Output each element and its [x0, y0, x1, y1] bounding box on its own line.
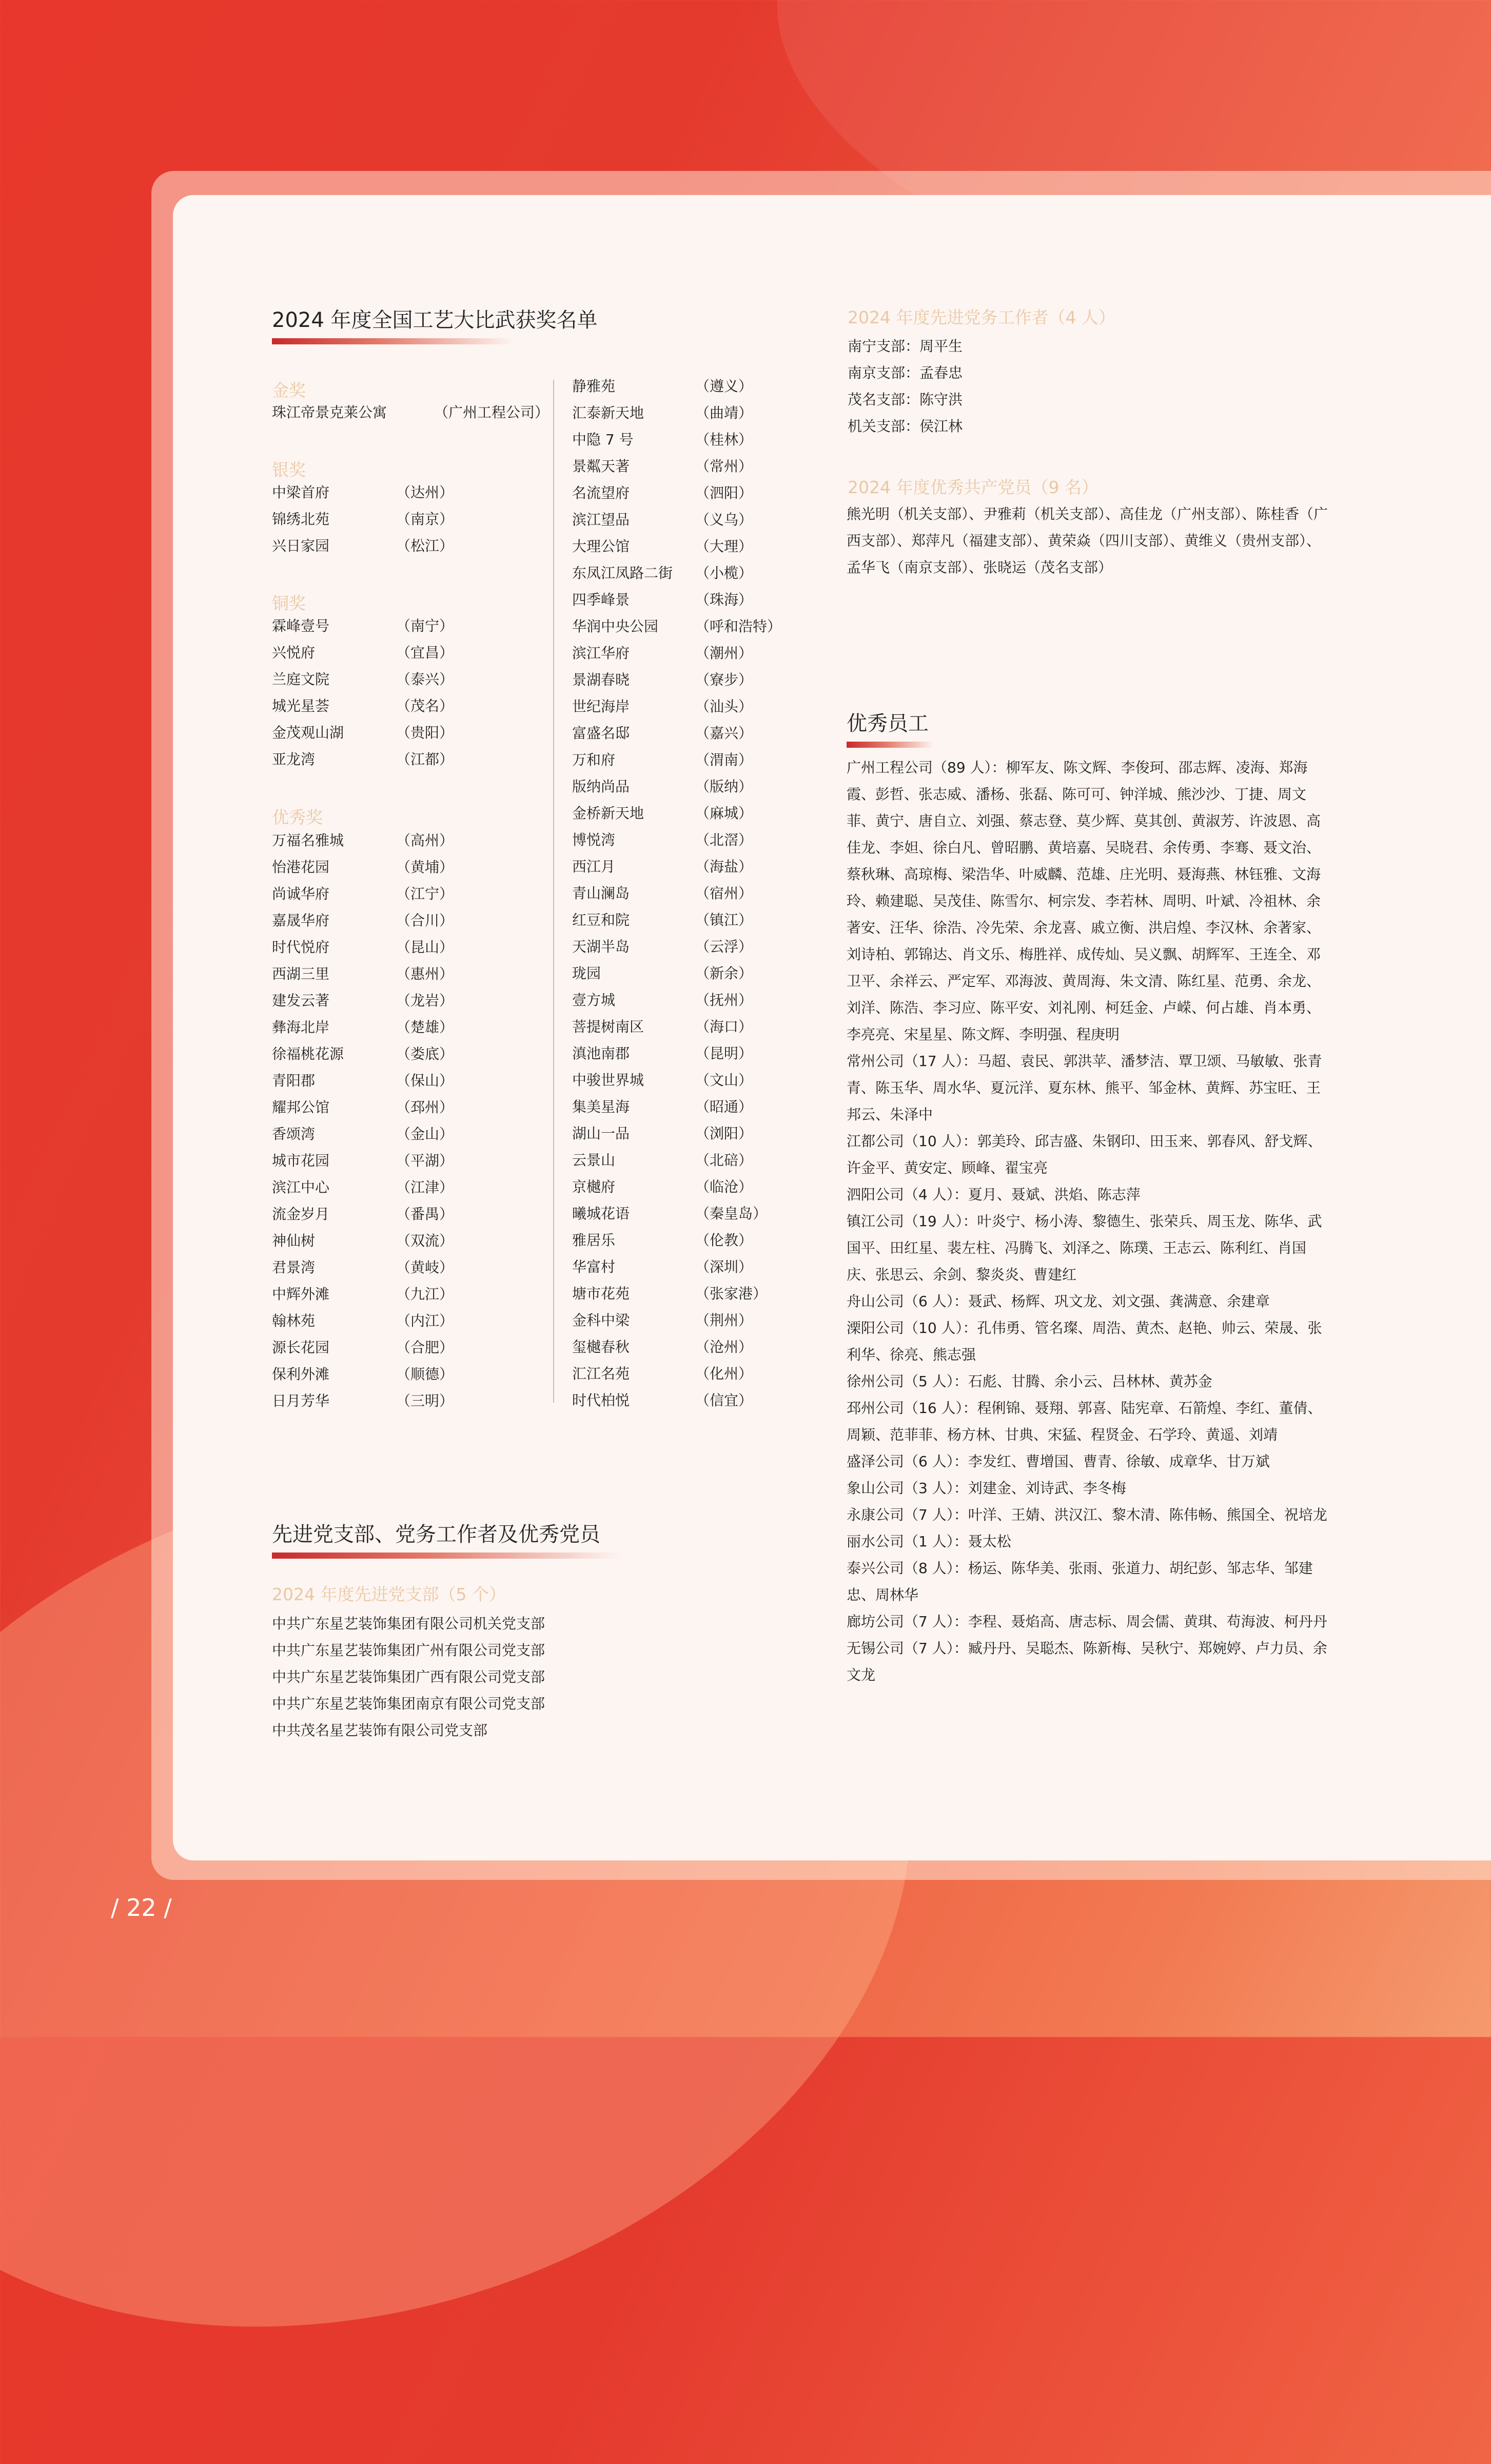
award-city: （番禺）	[396, 1206, 454, 1223]
award-city: （北碚）	[695, 1152, 753, 1169]
award-name: 富盛名邸	[572, 725, 630, 742]
page-number: / 22 /	[111, 1894, 172, 1922]
award-city: （寮步）	[695, 671, 753, 688]
award-city: （北滘）	[695, 831, 753, 848]
employee-company-entry: 廊坊公司（7 人）：李程、聂焰高、唐志标、周会儒、黄琪、苟海波、柯丹丹	[847, 1613, 1327, 1630]
award-name: 云景山	[572, 1152, 616, 1169]
award-name: 东凤江凤路二街	[572, 565, 673, 581]
employee-company-entry: 舟山公司（6 人）：聂武、杨辉、巩文龙、刘文强、龚满意、余建章	[847, 1293, 1270, 1310]
award-city: （秦皇岛）	[695, 1205, 768, 1222]
award-name: 日月芳华	[272, 1392, 330, 1409]
employee-company-entry: 徐州公司（5 人）：石彪、甘腾、余小云、吕林林、黄苏金	[847, 1373, 1212, 1390]
award-name: 玺樾春秋	[572, 1338, 630, 1355]
employee-company-entry: 广州工程公司（89 人）：柳军友、陈文辉、李俊珂、邵志辉、凌海、郑海霞、彭哲、张志威、潘杨、张磊、陈可可、钟洋城、熊沙沙、丁捷、周文菲、黄宁、唐自立、刘强、蔡志登、莫少辉、莫其创、黄淑芳、许波恩、高佳龙、李妲、徐白凡、曾昭鹏、黄培嘉、吴晓君、余传勇、李骞、聂文治、蔡秋琳、高琼梅、梁浩华、叶威麟、范雄、庄光明、聂海燕、林钰雅、文海玲、赖建聪、吴茂佳、陈雪尔、柯宗发、李若林、周明、叶斌、冷祖林、余著安、汪华、徐浩、冷先荣、余龙喜、戚立衡、洪启煌、李汉林、余著家、刘诗柏、郭锦达、肖文乐、梅胜祥、成传灿、吴义飘、胡辉军、王连全、邓卫平、余祥云、严定军、邓海波、黄周海、朱文清、陈红星、范勇、余龙、刘洋、陈浩、李习应、陈平安、刘礼刚、柯廷金、卢嵘、何占雄、肖本勇、李亮亮、宋星星、陈文辉、李明强、程庚明	[847, 759, 1321, 1043]
party-branch-item: 中共茂名星艺装饰有限公司党支部	[272, 1722, 488, 1739]
excellent-label: 优秀奖	[272, 807, 323, 827]
award-city: （南京）	[396, 511, 454, 528]
award-city: （大理）	[695, 538, 753, 555]
award-city: （宜昌）	[396, 644, 454, 661]
award-city: （珠海）	[695, 591, 753, 608]
employee-company-entry: 江都公司（10 人）：郭美玲、邱吉盛、朱钢印、田玉来、郭春风、舒戈辉、许金平、黄安定、顾峰、翟宝亮	[847, 1133, 1322, 1176]
award-name: 滨江中心	[272, 1179, 330, 1196]
award-city: （嘉兴）	[695, 725, 753, 742]
employee-company-entry: 永康公司（7 人）：叶洋、王婧、洪汉江、黎木清、陈伟畅、熊国全、祝培龙	[847, 1506, 1327, 1523]
award-city: （江津）	[396, 1179, 454, 1196]
award-name: 万和府	[572, 751, 616, 768]
award-city: （沧州）	[695, 1338, 753, 1355]
award-city: （信宜）	[695, 1392, 753, 1409]
party-members-text: 熊光明（机关支部）、尹雅莉（机关支部）、高佳龙（广州支部）、陈桂香（广西支部）、郑萍凡（福建支部）、黄荣焱（四川支部）、黄维义（贵州支部）、孟华飞（南京支部）、张晓运（茂名支部）	[847, 506, 1328, 576]
award-name: 四季峰景	[572, 591, 630, 608]
award-city: （海口）	[695, 1018, 753, 1035]
column-divider	[553, 380, 554, 1403]
heading-underline	[272, 1553, 621, 1559]
award-city: （龙岩）	[396, 992, 454, 1009]
party-branch-item: 中共广东星艺装饰集团南京有限公司党支部	[272, 1695, 545, 1712]
award-name: 景粼天著	[572, 458, 630, 475]
award-city: （义乌）	[695, 511, 753, 528]
award-name: 中梁首府	[272, 484, 330, 501]
employees-list	[847, 754, 1330, 1689]
award-city: （达州）	[396, 484, 454, 501]
award-name: 红豆和院	[572, 911, 630, 928]
award-name: 壹方城	[572, 992, 616, 1008]
party-branches-label: 2024 年度先进党支部（5 个）	[272, 1584, 506, 1604]
award-name: 滨江望品	[572, 511, 630, 528]
award-name: 尚诚华府	[272, 885, 330, 902]
award-city: （潮州）	[695, 645, 753, 662]
award-name: 霖峰壹号	[272, 617, 330, 634]
award-name: 菩提树南区	[572, 1018, 644, 1035]
award-name: 景湖春晓	[572, 671, 630, 688]
award-name: 时代悦府	[272, 939, 330, 956]
award-city: （麻城）	[695, 805, 753, 822]
award-city: （南宁）	[396, 617, 454, 634]
party-worker-item: 茂名支部：陈守洪	[848, 391, 963, 408]
award-city: （呼和浩特）	[695, 618, 782, 635]
employee-company-entry: 邳州公司（16 人）：程俐锦、聂翔、郭喜、陆宪章、石箭煌、李红、董倩、周颖、范菲菲、杨方林、甘典、宋猛、程贤金、石学玲、黄遥、刘靖	[847, 1400, 1322, 1443]
award-city: （金山）	[396, 1126, 454, 1142]
award-name: 金茂观山湖	[272, 724, 344, 741]
award-name: 西湖三里	[272, 965, 330, 982]
competition-heading	[272, 304, 598, 333]
award-name: 华富村	[572, 1258, 616, 1275]
award-name: 曦城花语	[572, 1205, 630, 1222]
award-city: （文山）	[695, 1072, 753, 1089]
award-city: （双流）	[396, 1232, 454, 1249]
award-name: 翰林苑	[272, 1312, 316, 1329]
award-city: （松江）	[396, 537, 454, 554]
award-city: （伦教）	[695, 1232, 753, 1249]
award-name: 名流望府	[572, 484, 630, 501]
employees-heading	[847, 707, 929, 736]
award-city: （小榄）	[695, 565, 753, 581]
award-city: （张家港）	[695, 1285, 768, 1302]
award-city: （顺德）	[396, 1366, 454, 1383]
award-city: （常州）	[695, 458, 753, 475]
award-city: （版纳）	[695, 778, 753, 795]
award-city: （平湖）	[396, 1152, 454, 1169]
award-city: （黄岐）	[396, 1259, 454, 1276]
award-city: （抚州）	[695, 992, 753, 1008]
award-city: （黄埔）	[396, 859, 454, 876]
award-name: 建发云著	[272, 992, 330, 1009]
award-city: （娄底）	[396, 1045, 454, 1062]
award-name: 滇池南郡	[572, 1045, 630, 1062]
party-worker-item: 机关支部：侯江林	[848, 418, 963, 435]
award-name: 怡港花园	[272, 859, 330, 876]
award-name: 静雅苑	[572, 378, 616, 395]
award-name: 嘉晟华府	[272, 912, 330, 929]
party-members-label: 2024 年度优秀共产党员（9 名）	[848, 477, 1098, 497]
heading-underline	[847, 742, 934, 748]
award-name: 珠江帝景克莱公寓	[272, 404, 387, 421]
award-city: （惠州）	[396, 965, 454, 982]
award-name: 集美星海	[572, 1098, 630, 1115]
party-worker-item: 南京支部：孟春忠	[848, 364, 963, 381]
award-city: （昆山）	[396, 939, 454, 956]
award-name: 时代柏悦	[572, 1392, 630, 1409]
award-name: 万福名雅城	[272, 832, 344, 849]
award-city: （临沧）	[695, 1178, 753, 1195]
award-city: （云浮）	[695, 938, 753, 955]
employees-title: 优秀员工	[847, 712, 929, 735]
award-city: （遵义）	[695, 378, 753, 395]
employee-company-entry: 丽水公司（1 人）：聂太松	[847, 1533, 1011, 1550]
award-city: （高州）	[396, 832, 454, 849]
award-name: 青阳郡	[272, 1072, 316, 1089]
award-city: （镇江）	[695, 911, 753, 928]
employee-company-entry: 盛泽公司（6 人）：李发红、曹增国、曹青、徐敏、成章华、甘万斌	[847, 1453, 1270, 1470]
party-branch-item: 中共广东星艺装饰集团广西有限公司党支部	[272, 1668, 545, 1685]
award-name: 兴悦府	[272, 644, 316, 661]
bronze-label: 铜奖	[272, 593, 306, 613]
award-city: （保山）	[396, 1072, 454, 1089]
award-name: 汇江名苑	[572, 1365, 630, 1382]
award-name: 兴日家园	[272, 537, 330, 554]
award-name: 博悦湾	[572, 831, 616, 848]
party-heading	[272, 1518, 600, 1547]
award-name: 兰庭文院	[272, 671, 330, 688]
award-name: 城市花园	[272, 1152, 330, 1169]
award-city: （海盐）	[695, 858, 753, 875]
award-name: 华润中央公园	[572, 618, 659, 635]
employee-company-entry: 镇江公司（19 人）：叶炎宁、杨小涛、黎德生、张荣兵、周玉龙、陈华、武国平、田红星、裴左柱、冯腾飞、刘泽之、陈璞、王志云、陈利红、肖国庆、张思云、余剑、黎炎炎、曹建红	[847, 1213, 1322, 1283]
award-city: （贵阳）	[396, 724, 454, 741]
party-workers-label: 2024 年度先进党务工作者（4 人）	[848, 307, 1115, 327]
award-city: （泗阳）	[695, 484, 753, 501]
award-city: （曲靖）	[695, 404, 753, 421]
award-name: 锦绣北苑	[272, 511, 330, 528]
award-city: （化州）	[695, 1365, 753, 1382]
award-name: 珑园	[572, 965, 601, 982]
award-name: 彝海北岸	[272, 1019, 330, 1036]
award-city: （深圳）	[695, 1258, 753, 1275]
award-name: 徐福桃花源	[272, 1045, 344, 1062]
award-name: 滨江华府	[572, 645, 630, 662]
award-name: 源长花园	[272, 1339, 330, 1356]
award-name: 金桥新天地	[572, 805, 644, 822]
award-name: 耀邦公馆	[272, 1099, 330, 1116]
award-name: 西江月	[572, 858, 616, 875]
award-name: 湖山一品	[572, 1125, 630, 1142]
award-name: 世纪海岸	[572, 698, 630, 715]
award-name: 版纳尚品	[572, 778, 630, 795]
award-city: （茂名）	[396, 697, 454, 714]
employee-company-entry: 泗阳公司（4 人）：夏月、聂斌、洪焰、陈志萍	[847, 1186, 1141, 1203]
award-name: 大理公馆	[572, 538, 630, 555]
award-city: （新余）	[695, 965, 753, 982]
employee-company-entry: 常州公司（17 人）：马超、袁民、郭洪苹、潘梦洁、覃卫颂、马敏敏、张青青、陈玉华、周水华、夏沅洋、夏东林、熊平、邹金林、黄辉、苏宝旺、王邦云、朱泽中	[847, 1053, 1322, 1123]
award-city: （内江）	[396, 1312, 454, 1329]
award-city: （合川）	[396, 912, 454, 929]
party-branch-item: 中共广东星艺装饰集团广州有限公司党支部	[272, 1642, 545, 1659]
award-name: 塘市花苑	[572, 1285, 630, 1302]
award-city: （昆明）	[695, 1045, 753, 1062]
award-city: （昭通）	[695, 1098, 753, 1115]
award-name: 保利外滩	[272, 1366, 330, 1383]
award-name: 流金岁月	[272, 1206, 330, 1223]
silver-label: 银奖	[272, 460, 306, 480]
award-city: （楚雄）	[396, 1019, 454, 1036]
heading-underline	[272, 338, 513, 344]
award-city: （合肥）	[396, 1339, 454, 1356]
award-city: （三明）	[396, 1392, 454, 1409]
employee-company-entry: 溧阳公司（10 人）：孔伟勇、管名璨、周浩、黄杰、赵艳、帅云、荣晟、张利华、徐亮、熊志强	[847, 1320, 1322, 1363]
award-name: 亚龙湾	[272, 751, 316, 768]
award-name: 天湖半岛	[572, 938, 630, 955]
award-city: （广州工程公司）	[434, 404, 550, 421]
award-city: （江宁）	[396, 885, 454, 902]
employee-company-entry: 泰兴公司（8 人）：杨运、陈华美、张雨、张道力、胡纪彭、邹志华、邹建忠、周林华	[847, 1560, 1313, 1603]
award-name: 京樾府	[572, 1178, 616, 1195]
award-city: （宿州）	[695, 885, 753, 902]
party-branch-item: 中共广东星艺装饰集团有限公司机关党支部	[272, 1615, 545, 1632]
award-name: 雅居乐	[572, 1232, 616, 1249]
award-name: 汇泰新天地	[572, 404, 644, 421]
award-city: （江都）	[396, 751, 454, 768]
award-city: （荆州）	[695, 1312, 753, 1329]
award-city: （桂林）	[695, 431, 753, 448]
award-city: （渭南）	[695, 751, 753, 768]
award-city: （九江）	[396, 1286, 454, 1303]
party-worker-item: 南宁支部：周平生	[848, 338, 963, 355]
gold-label: 金奖	[272, 380, 306, 400]
award-name: 青山澜岛	[572, 885, 630, 902]
award-city: （泰兴）	[396, 671, 454, 688]
competition-title: 2024 年度全国工艺大比武获奖名单	[272, 308, 598, 332]
award-name: 金科中梁	[572, 1312, 630, 1329]
award-name: 中骏世界城	[572, 1072, 644, 1089]
award-name: 神仙树	[272, 1232, 316, 1249]
party-title: 先进党支部、党务工作者及优秀党员	[272, 1523, 600, 1546]
employee-company-entry: 象山公司（3 人）：刘建金、刘诗武、李冬梅	[847, 1480, 1126, 1497]
award-name: 中隐 7 号	[572, 431, 634, 448]
award-city: （汕头）	[695, 698, 753, 715]
award-city: （浏阳）	[695, 1125, 753, 1142]
award-name: 香颂湾	[272, 1126, 316, 1142]
award-name: 君景湾	[272, 1259, 316, 1276]
employee-company-entry: 无锡公司（7 人）：臧丹丹、吴聪杰、陈新梅、吴秋宁、郑婉婷、卢力员、余文龙	[847, 1640, 1327, 1683]
award-name: 中辉外滩	[272, 1286, 330, 1303]
award-city: （邳州）	[396, 1099, 454, 1116]
award-name: 城光星荟	[272, 697, 330, 714]
